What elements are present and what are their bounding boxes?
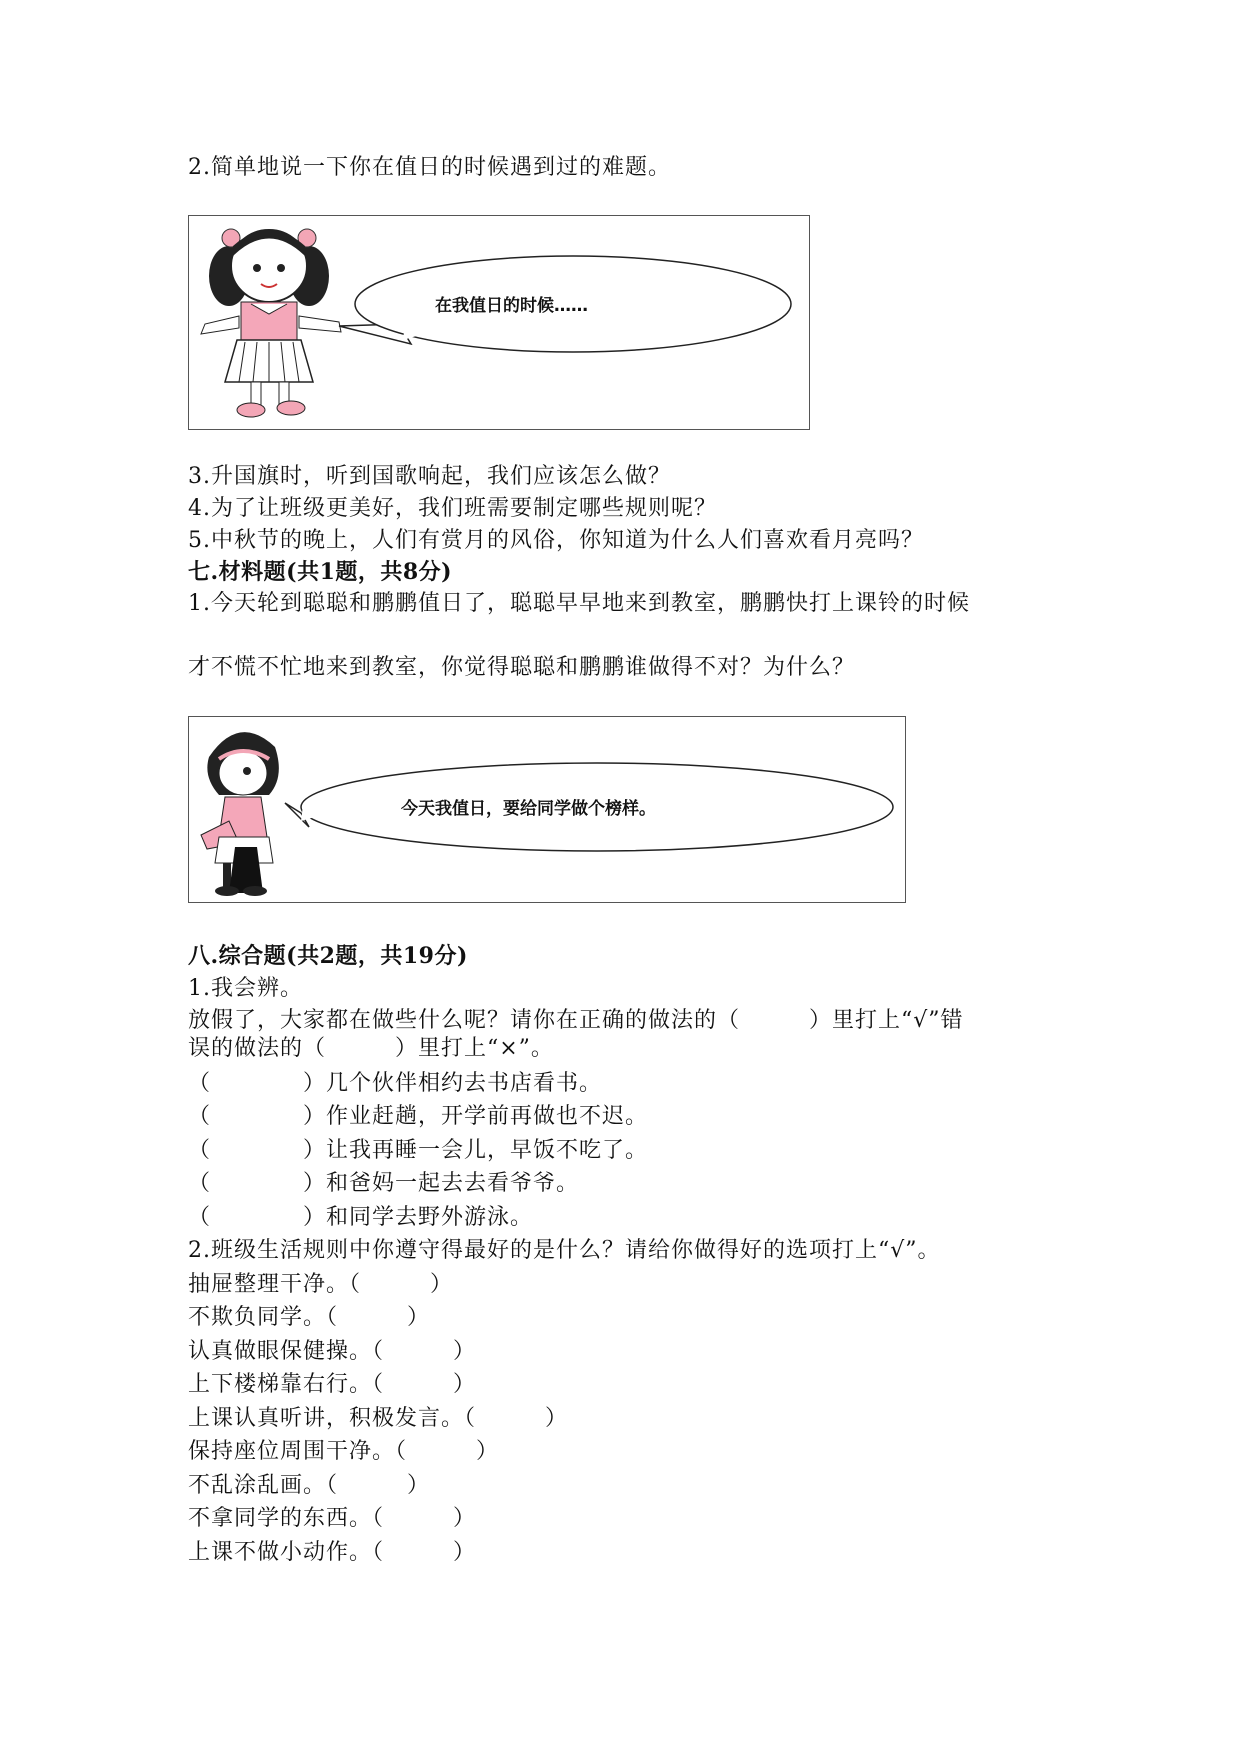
section-7-title: 七.材料题(共1题，共8分) bbox=[188, 559, 453, 585]
question-2: 2.简单地说一下你在值日的时候遇到过的难题。 bbox=[188, 155, 671, 180]
rule-item: 认真做眼保健操。（ ） bbox=[188, 1339, 477, 1364]
rule-item: 不乱涂乱画。（ ） bbox=[188, 1473, 431, 1498]
section-7-question-line1: 1.今天轮到聪聪和鹏鹏值日了，聪聪早早地来到教室，鹏鹏快打上课铃的时候 bbox=[188, 591, 970, 616]
judge-item: （ ）几个伙伴相约去书店看书。 bbox=[188, 1071, 603, 1096]
bubble-2-text: 今天我值日，要给同学做个榜样。 bbox=[401, 799, 656, 819]
section-7-question-line2: 才不慌不忙地来到教室，你觉得聪聪和鹏鹏谁做得不对？为什么？ bbox=[188, 655, 856, 680]
judge-item: （ ）和同学去野外游泳。 bbox=[188, 1205, 534, 1230]
bubble-1-text: 在我值日的时候…… bbox=[435, 296, 588, 316]
rule-item: 上课不做小动作。（ ） bbox=[188, 1540, 477, 1565]
rule-item: 上下楼梯靠右行。（ ） bbox=[188, 1372, 477, 1397]
section-8-title: 八.综合题(共2题，共19分) bbox=[188, 943, 468, 969]
section-8-q1-title: 1.我会辨。 bbox=[188, 976, 303, 1001]
rule-item: 保持座位周围干净。（ ） bbox=[188, 1439, 500, 1464]
student-cartoon-svg bbox=[189, 717, 905, 902]
rule-item: 上课认真听讲，积极发言。（ ） bbox=[188, 1406, 569, 1431]
illustration-student-bubble bbox=[188, 716, 906, 903]
question-3: 3.升国旗时，听到国歌响起，我们应该怎么做？ bbox=[188, 464, 671, 489]
judge-item: （ ）让我再睡一会儿，早饭不吃了。 bbox=[188, 1138, 649, 1163]
section-8-q1-instruction-line2: 误的做法的（ ）里打上“×”。 bbox=[188, 1036, 554, 1061]
rule-item: 不欺负同学。（ ） bbox=[188, 1305, 431, 1330]
question-4: 4.为了让班级更美好，我们班需要制定哪些规则呢？ bbox=[188, 496, 717, 521]
question-5: 5.中秋节的晚上，人们有赏月的风俗，你知道为什么人们喜欢看月亮吗？ bbox=[188, 528, 924, 553]
judge-item: （ ）作业赶趟，开学前再做也不迟。 bbox=[188, 1104, 649, 1129]
illustration-girl-bubble bbox=[188, 215, 810, 430]
rule-item: 抽屉整理干净。（ ） bbox=[188, 1272, 454, 1297]
judge-item: （ ）和爸妈一起去去看爷爷。 bbox=[188, 1171, 580, 1196]
rule-item: 不拿同学的东西。（ ） bbox=[188, 1506, 477, 1531]
section-8-q2-title: 2.班级生活规则中你遵守得最好的是什么？请给你做得好的选项打上“√”。 bbox=[188, 1238, 941, 1263]
section-8-q1-instruction-line1: 放假了，大家都在做些什么呢？请你在正确的做法的（ ）里打上“√”错 bbox=[188, 1008, 964, 1033]
girl-cartoon-svg bbox=[189, 216, 809, 429]
